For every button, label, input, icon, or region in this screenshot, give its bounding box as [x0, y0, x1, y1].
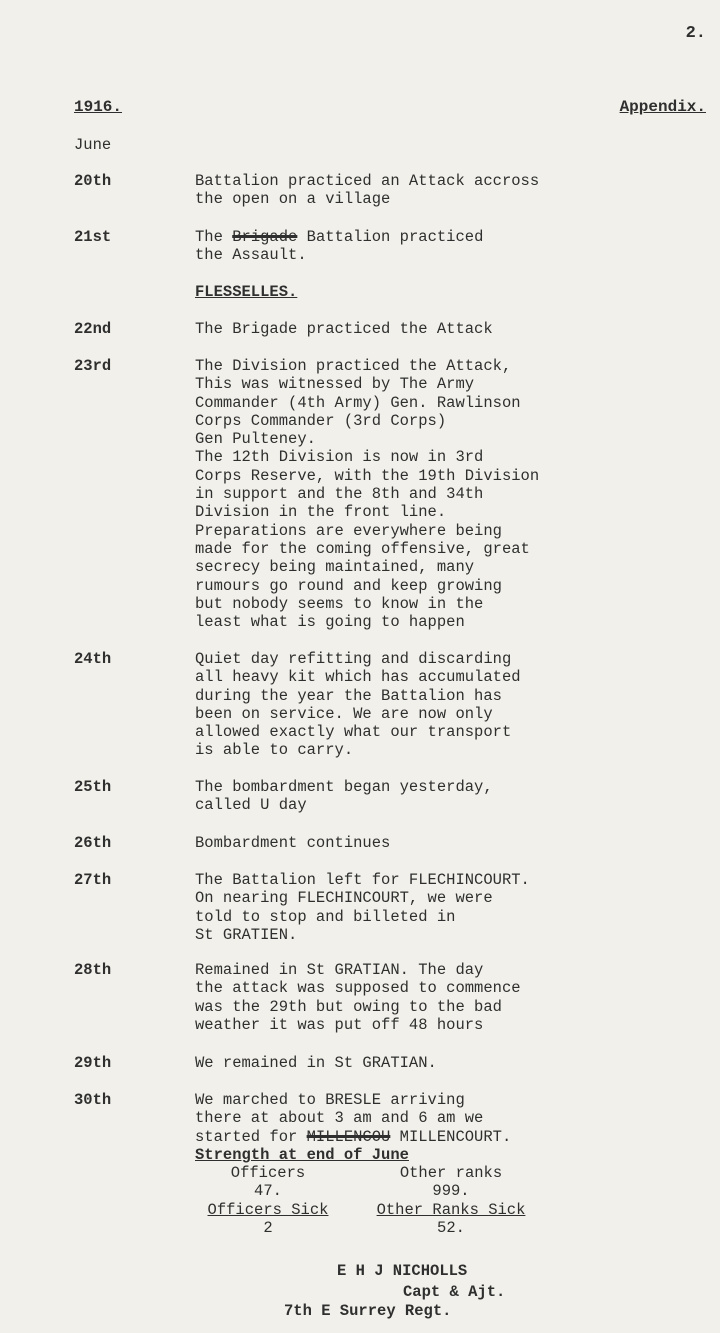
entry-text — [195, 228, 695, 265]
officers-sick-label: Officers Sick — [207, 1200, 329, 1219]
entry-date: 29th — [74, 1054, 112, 1072]
entry-date: 23rd — [74, 357, 112, 375]
officers-label: Officers — [230, 1164, 306, 1182]
page-number: 2. — [685, 24, 706, 43]
entry-date: 25th — [74, 778, 112, 796]
struck-word: Brigade — [232, 228, 298, 246]
entry-text: The Battalion left for FLECHINCOURT. On nearing FLECHINCOURT, we were told to stop and billeted in St GRATIEN. — [195, 871, 530, 944]
entry-text-before: The — [195, 228, 233, 246]
entry-date: 20th — [74, 172, 112, 190]
month-label: June — [74, 136, 112, 154]
signature-rank: Capt & Ajt. — [403, 1283, 506, 1301]
entry-date: 22nd — [74, 320, 112, 338]
entry-text: Battalion practiced an Attack accross the open on a village — [195, 172, 540, 209]
entry-text: The bombardment began yesterday, called U day — [195, 778, 493, 815]
entry-text-after: Battalion practiced the Assault. — [195, 228, 484, 265]
entry-text: Bombardment continues — [195, 834, 391, 852]
strength-title: Strength at end of June — [195, 1146, 409, 1164]
struck-word: MILLENCOU — [306, 1127, 391, 1146]
entry-date: 27th — [74, 871, 112, 889]
entry-date: 21st — [74, 228, 112, 246]
entry-text-before: We marched to BRESLE arriving there at about 3 am and 6 am we started for — [195, 1091, 484, 1146]
year-heading: 1916. — [74, 98, 123, 116]
other-ranks-label: Other ranks — [399, 1164, 503, 1182]
officers-value: 47. — [254, 1182, 282, 1201]
entry-date: 26th — [74, 834, 112, 852]
appendix-heading: Appendix. — [619, 98, 706, 116]
entry-text: Quiet day refitting and discarding all heavy kit which has accumulated during the year the Battalion has been on service. We are now only allowed exactly what our transport is able to carry. — [195, 650, 521, 760]
entry-date: 30th — [74, 1091, 112, 1109]
signature-name: E H J NICHOLLS — [337, 1262, 468, 1280]
officers-column — [198, 1164, 338, 1237]
signature-unit: 7th E Surrey Regt. — [284, 1302, 452, 1320]
other-ranks-value: 999. — [432, 1182, 470, 1201]
entry-text: The Division practiced the Attack, This was witnessed by The Army Commander (4th Army) Gen. Rawlinson Corps Commander (3rd Corps) Gen Pulteney. The 12th Division is now in 3rd Corps Reserve, with the 19th Division in support and the 8th and 34th Division in the front line. Preparations are everywhere being made for the coming offensive, great secrecy being maintained, many rumours go round and keep growing but nobody seems to know in the least what is going to happen — [195, 357, 540, 632]
other-ranks-sick-value: 52. — [437, 1218, 465, 1237]
officers-sick-value: 2 — [263, 1218, 273, 1237]
entry-text — [195, 1091, 695, 1146]
place-heading: FLESSELLES. — [195, 283, 298, 301]
other-ranks-column — [356, 1164, 546, 1237]
entry-text: The Brigade practiced the Attack — [195, 320, 493, 338]
other-ranks-sick-label: Other Ranks Sick — [376, 1200, 526, 1219]
entry-text-after: MILLENCOURT. — [390, 1127, 512, 1146]
entry-text: Remained in St GRATIAN. The day the attack was supposed to commence was the 29th but owing to the bad weather it was put off 48 hours — [195, 961, 521, 1034]
entry-text: We remained in St GRATIAN. — [195, 1054, 437, 1072]
entry-date: 28th — [74, 961, 112, 979]
entry-date: 24th — [74, 650, 112, 668]
